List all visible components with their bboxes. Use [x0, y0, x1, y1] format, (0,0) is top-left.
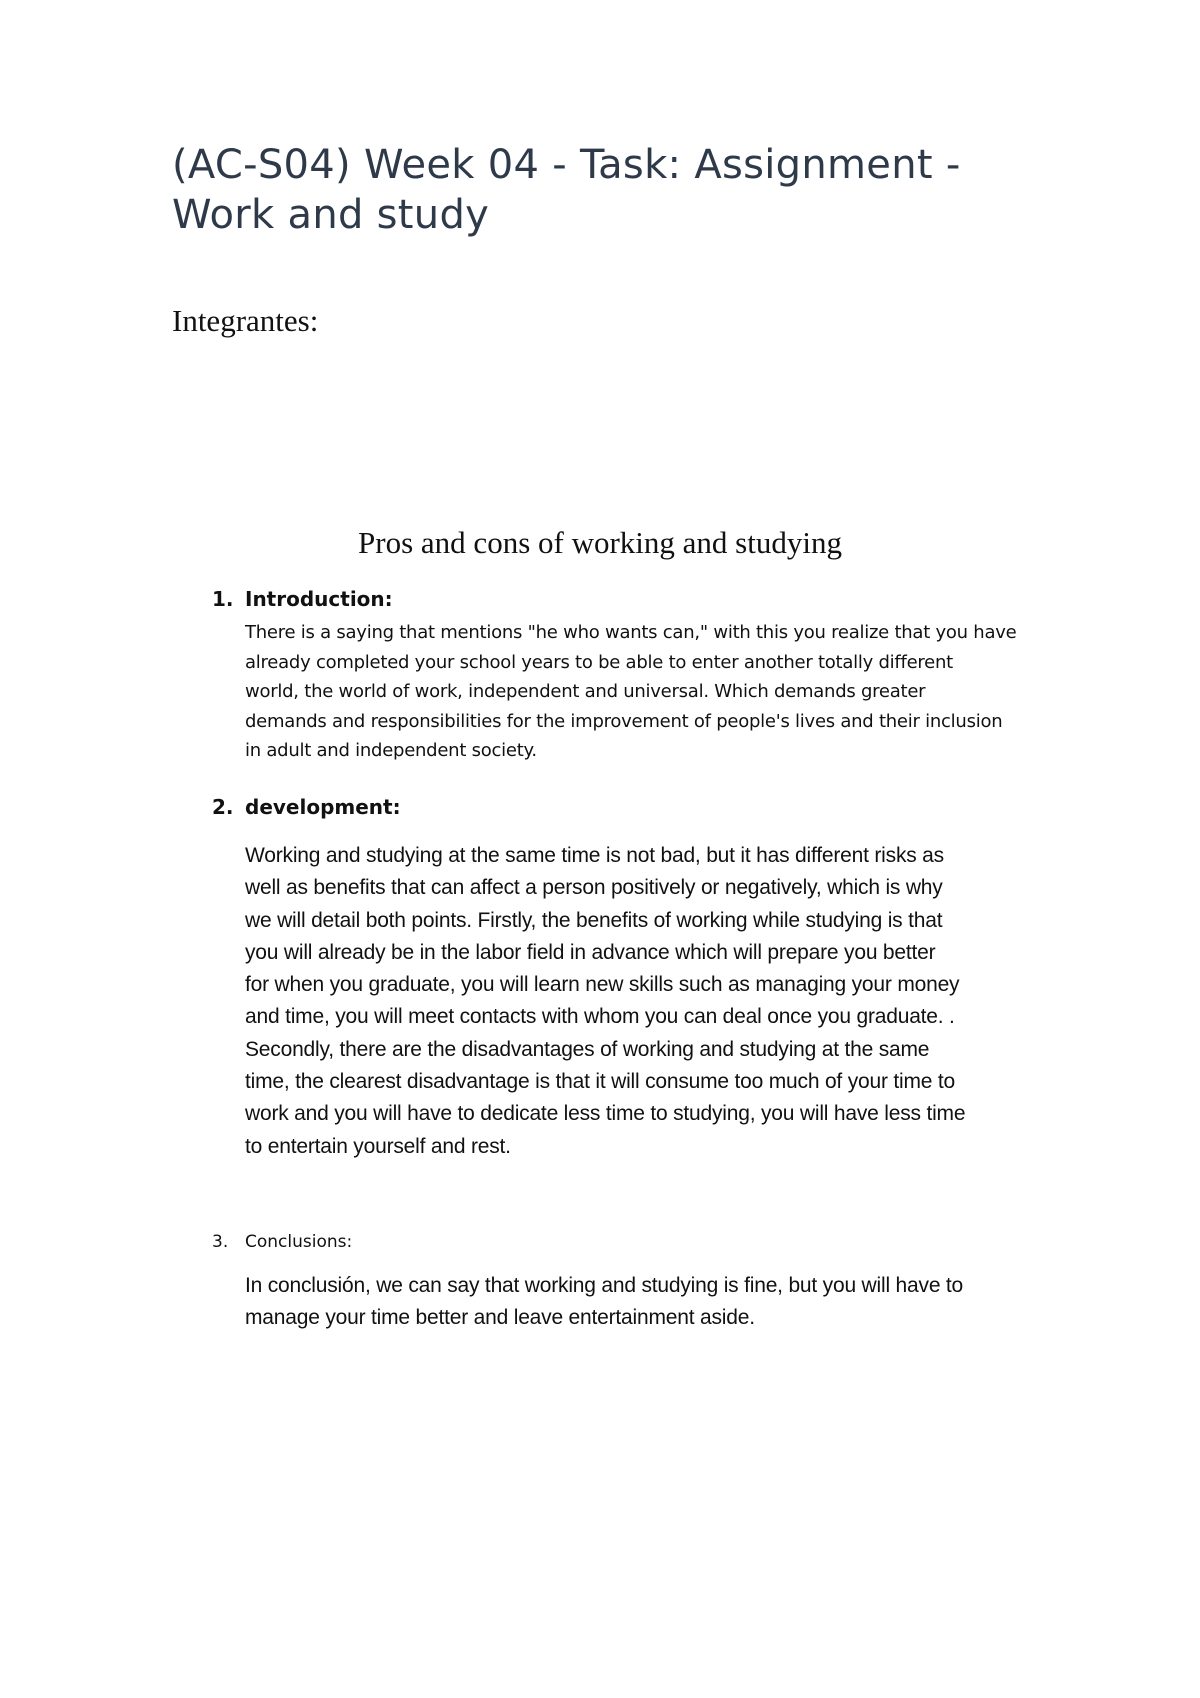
document-title: [172, 140, 1072, 240]
body-line: we will detail both points. Firstly, the benefits of working while studying is that: [245, 908, 943, 932]
body-line: and time, you will meet contacts with whom you can deal once you graduate. .: [245, 1005, 955, 1029]
section-number: 3.: [212, 1232, 229, 1252]
body-line: demands and responsibilities for the improvement of people's lives and their inclusion: [245, 710, 1003, 732]
section-body: [245, 840, 1045, 1163]
body-line: There is a saying that mentions "he who wants can," with this you realize that you have: [245, 622, 1017, 643]
section-number: 2.: [212, 795, 234, 819]
body-line: Working and studying at the same time is not bad, but it has different risks as: [245, 844, 944, 867]
section-body: [245, 1270, 1045, 1335]
document-title-line-2: Work and study: [172, 192, 490, 238]
body-line: world, the world of work, independent and universal. Which demands greater: [245, 681, 926, 702]
body-line: for when you graduate, you will learn new skills such as managing your money: [245, 973, 960, 997]
section-heading: development:: [245, 795, 401, 819]
body-line: manage your time better and leave entertainment aside.: [245, 1306, 755, 1330]
body-line: already completed your school years to be able to enter another totally different: [245, 651, 953, 673]
body-line: you will already be in the labor field in advance which will prepare you better: [245, 940, 936, 964]
body-line: well as benefits that can affect a person positively or negatively, which is why: [245, 876, 943, 900]
section-body: [245, 618, 1045, 766]
body-line: to entertain yourself and rest.: [245, 1134, 511, 1158]
document-title-line-1: (AC-S04) Week 04 - Task: Assignment -: [172, 142, 961, 188]
body-line: In conclusión, we can say that working and studying is fine, but you will have to: [245, 1274, 964, 1297]
members-label: Integrantes:: [172, 303, 319, 338]
body-line: time, the clearest disadvantage is that it will consume too much of your time to: [245, 1070, 956, 1094]
document-subtitle: Pros and cons of working and studying: [358, 525, 842, 560]
section-heading: Conclusions:: [245, 1232, 353, 1252]
body-line: work and you will have to dedicate less time to studying, you will have less time: [245, 1102, 966, 1126]
body-line: Secondly, there are the disadvantages of working and studying at the same: [245, 1037, 930, 1061]
body-line: in adult and independent society.: [245, 740, 537, 761]
section-number: 1.: [212, 587, 234, 611]
section-heading: Introduction:: [245, 587, 393, 611]
